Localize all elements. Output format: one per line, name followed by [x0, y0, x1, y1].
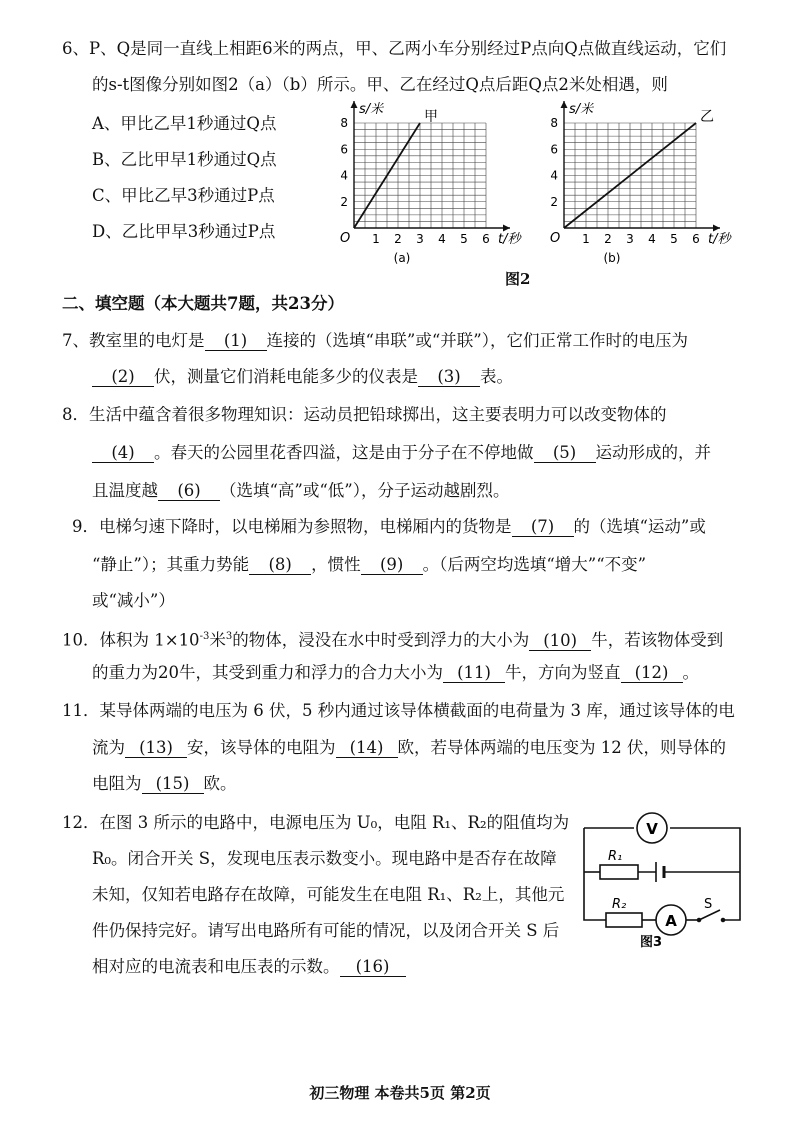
x-tick-label: 1 — [582, 232, 590, 246]
y-tick-label: 2 — [340, 194, 348, 209]
blank-14: (14) — [336, 739, 398, 758]
blank-2: (2) — [92, 368, 154, 387]
page-footer: 初三物理 本卷共5页 第2页 — [309, 1084, 491, 1102]
x-tick-label: 4 — [648, 232, 656, 246]
y-axis-label: s/米 — [569, 102, 594, 117]
blank-10: (10) — [529, 632, 591, 651]
blank-8: (8) — [249, 556, 311, 575]
q11-line2 — [92, 737, 726, 759]
x-tick-label: 2 — [394, 232, 402, 246]
q11-line1: 11．某导体两端的电压为 6 伏，5 秒内通过该导体横截面的电荷量为 3 库，通过该导体的电 — [62, 701, 735, 720]
q6-option-c: C、甲比乙早3秒通过P点 — [92, 186, 275, 205]
q11-text: 欧。 — [203, 774, 237, 793]
graph-b — [540, 98, 740, 276]
q7-text: 伏，测量它们消耗电能多少的仪表是 — [154, 367, 418, 386]
x-tick-label: 6 — [692, 232, 700, 246]
y-tick-label: 6 — [550, 142, 558, 157]
q10-line1 — [62, 626, 723, 652]
q8-text: 运动形成的，并 — [595, 443, 711, 462]
x-tick-label: 6 — [482, 232, 490, 246]
q12-line2: R₀。闭合开关 S，发现电压表示数变小。现电路中是否存在故障 — [92, 849, 557, 868]
q12-line5 — [92, 956, 406, 978]
switch-label: S — [704, 897, 713, 912]
origin-label: O — [550, 231, 561, 246]
x-tick-label: 3 — [416, 232, 424, 246]
r1-label: R₁ — [608, 849, 623, 864]
q7-text: 表。 — [480, 367, 513, 386]
q7-line2 — [92, 366, 513, 388]
y-tick-label: 6 — [340, 142, 348, 157]
x-axis-arrow — [713, 225, 720, 232]
q10-line2 — [92, 662, 699, 684]
blank-5: (5) — [534, 444, 596, 463]
y-tick-label: 8 — [340, 116, 348, 130]
y-axis-arrow — [351, 101, 358, 108]
x-tick-label: 5 — [670, 232, 678, 246]
q11-text: 安，该导体的电阻为 — [187, 738, 336, 757]
y-axis-label: s/米 — [359, 102, 384, 117]
q8-text: 且温度越 — [92, 481, 158, 500]
q10-text: 。 — [682, 663, 699, 682]
figure3-caption: 图3 — [640, 935, 663, 950]
q9-text: ，惯性 — [311, 555, 361, 574]
q8-line3 — [92, 480, 510, 502]
blank-11: (11) — [443, 664, 505, 683]
q10-text: 10．体积为 1×10 — [62, 630, 200, 650]
q11-text: 流为 — [92, 738, 125, 757]
r2-label: R₂ — [612, 897, 627, 912]
q12-line3: 未知，仅知若电路存在故障，可能发生在电阻 R₁、R₂上，其他元 — [92, 885, 565, 904]
q11-text: 欧，若导体两端的电压变为 12 伏，则导体的 — [397, 738, 726, 757]
y-axis-arrow — [561, 101, 568, 108]
q7-line1 — [62, 330, 688, 352]
blank-6: (6) — [158, 482, 220, 501]
q6-option-d: D、乙比甲早3秒通过P点 — [92, 222, 276, 241]
q12-line1: 12．在图 3 所示的电路中，电源电压为 U₀，电阻 R₁、R₂的阻值均为 — [62, 813, 570, 832]
q12-text: 相对应的电流表和电压表的示数。 — [92, 957, 340, 976]
y-tick-label: 4 — [550, 168, 558, 183]
q7-text: 7、教室里的电灯是 — [62, 331, 205, 350]
circuit-figure3 — [572, 808, 768, 958]
q8-line1: 8．生活中蕴含着很多物理知识：运动员把铅球掷出，这主要表明力可以改变物体的 — [62, 405, 667, 424]
q8-line2 — [92, 442, 711, 464]
q9-line1 — [72, 516, 706, 538]
q10-text: 牛，方向为竖直 — [505, 663, 621, 682]
q6-line2: 的s-t图像分别如图2（a）（b）所示。甲、乙在经过Q点后距Q点2米处相遇，则 — [92, 75, 668, 94]
q6-line1: 6、P、Q是同一直线上相距6米的两点，甲、乙两小车分别经过P点向Q点做直线运动，它们 — [62, 39, 727, 58]
figure2-caption: 图2 — [505, 270, 531, 288]
q9-text: “静止”）；其重力势能 — [92, 555, 250, 574]
blank-15: (15) — [142, 775, 204, 794]
origin-label: O — [340, 231, 351, 246]
q9-text: 的（选填“运动”或 — [573, 517, 706, 536]
blank-9: (9) — [361, 556, 423, 575]
blank-7: (7) — [512, 518, 574, 537]
x-axis-label: t/秒 — [498, 232, 521, 247]
q10-unit: 米 — [209, 630, 226, 650]
q6-option-b: B、乙比甲早1秒通过Q点 — [92, 150, 277, 169]
blank-16: (16) — [340, 958, 406, 977]
q8-text: （选填“高”或“低”），分子运动越剧烈。 — [220, 481, 510, 500]
blank-12: (12) — [621, 664, 683, 683]
q9-line2 — [92, 554, 646, 576]
blank-4: (4) — [92, 444, 154, 463]
q9-text: 9．电梯匀速下降时，以电梯厢为参照物，电梯厢内的货物是 — [72, 517, 512, 536]
y-tick-label: 8 — [550, 116, 558, 130]
y-tick-label: 2 — [550, 194, 558, 209]
blank-1: (1) — [205, 332, 267, 351]
x-tick-label: 3 — [626, 232, 634, 246]
y-tick-label: 4 — [340, 168, 348, 183]
q10-unit-exponent: 3 — [225, 631, 233, 642]
x-axis-arrow — [503, 225, 510, 232]
x-axis-label: t/秒 — [708, 232, 731, 247]
q8-text: 。春天的公园里花香四溢，这是由于分子在不停地做 — [154, 443, 534, 462]
q6-option-a: A、甲比乙早1秒通过Q点 — [92, 114, 277, 133]
q9-line3: 或“减小”） — [92, 591, 175, 610]
blank-3: (3) — [418, 368, 480, 387]
section2-heading: 二、填空题（本大题共7题，共23分） — [62, 294, 344, 313]
q7-text: 连接的（选填“串联”或“并联”），它们正常工作时的电压为 — [266, 331, 688, 350]
series-label: 甲 — [424, 109, 438, 125]
x-tick-label: 4 — [438, 232, 446, 246]
voltmeter-label: V — [646, 820, 658, 838]
x-tick-label: 1 — [372, 232, 380, 246]
blank-13: (13) — [125, 739, 187, 758]
graph-caption: (b) — [603, 251, 621, 265]
q9-text: 。（后两空均选填“增大”“不变” — [422, 555, 647, 574]
ammeter-label: A — [665, 912, 677, 930]
q10-text: 的重力为20牛，其受到重力和浮力的合力大小为 — [92, 663, 443, 682]
q10-text: 牛，若该物体受到 — [591, 630, 724, 650]
series-label: 乙 — [700, 109, 714, 125]
q10-exponent: -3 — [199, 631, 210, 642]
q11-text: 电阻为 — [92, 774, 142, 793]
x-tick-label: 2 — [604, 232, 612, 246]
q10-text: 的物体，浸没在水中时受到浮力的大小为 — [232, 630, 530, 650]
graph-a — [330, 98, 530, 276]
graph-caption: (a) — [393, 251, 411, 265]
q12-line4: 件仍保持完好。请写出电路所有可能的情况，以及闭合开关 S 后 — [92, 921, 560, 940]
x-tick-label: 5 — [460, 232, 468, 246]
q11-line3 — [92, 773, 237, 795]
